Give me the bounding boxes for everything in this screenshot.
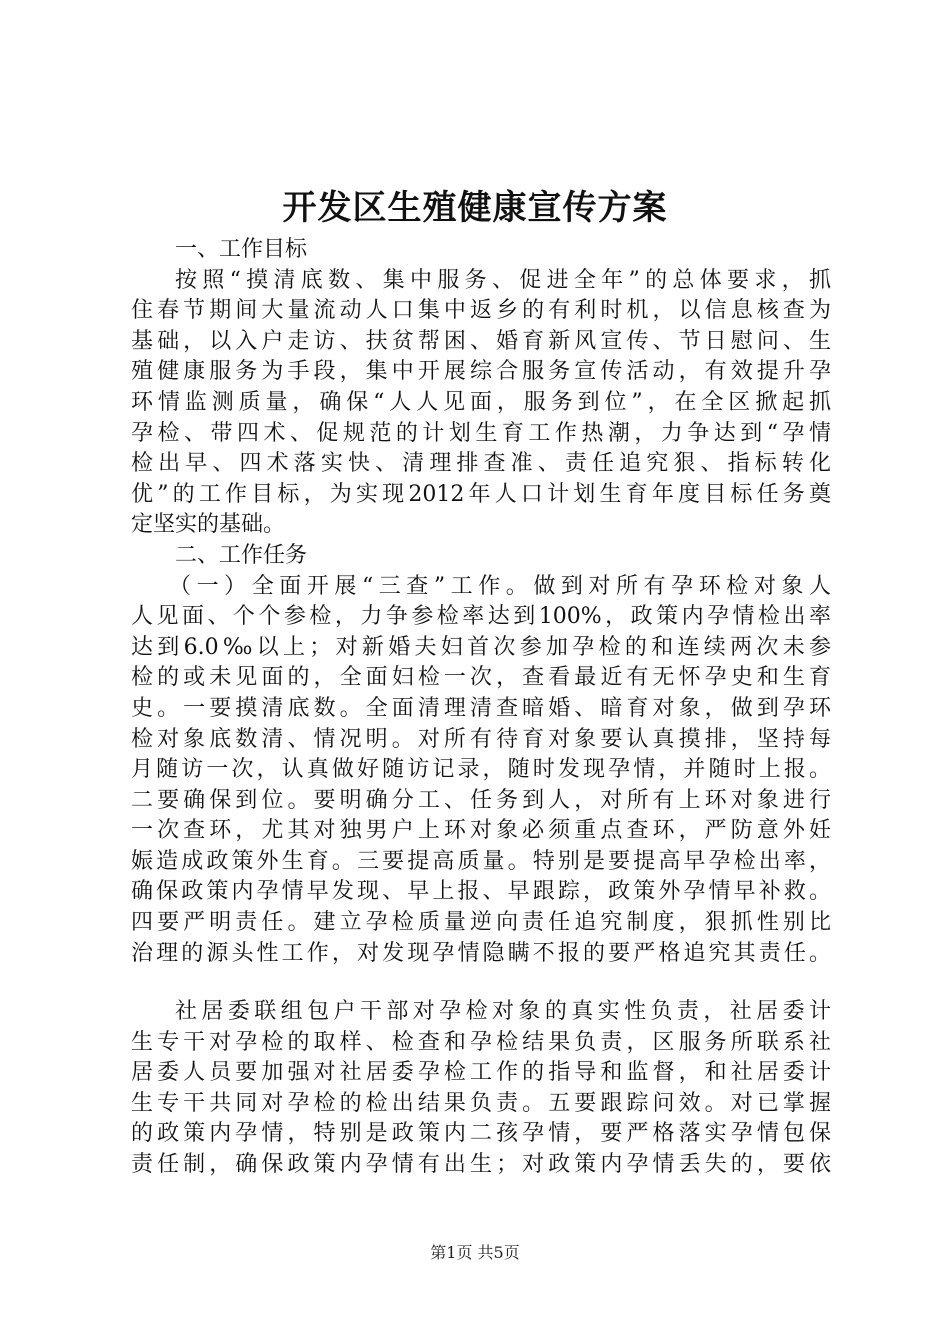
section-heading-goals: 一、工作目标 bbox=[175, 237, 308, 262]
paragraph-line: 生专干共同对孕检的检出结果负责。五要跟踪问效。对已掌握 bbox=[131, 1090, 831, 1116]
paragraph-line: 检出早、四术落实快、清理排查准、责任追究狠、指标转化 bbox=[131, 451, 831, 477]
paragraph-line: 基础，以入户走访、扶贫帮困、婚育新风宣传、节日慰问、生 bbox=[131, 328, 831, 354]
paragraph-line: 的政策内孕情，特别是政策内二孩孕情，要严格落实孕情包保 bbox=[131, 1121, 831, 1147]
paragraph-line: 环情监测质量，确保“人人见面，服务到位”，在全区掀起抓 bbox=[131, 389, 831, 415]
paragraph-line: 四要严明责任。建立孕检质量逆向责任追究制度，狠抓性别比 bbox=[131, 910, 831, 936]
page-number-footer: 第1页 共5页 bbox=[430, 1243, 520, 1262]
paragraph-line: 达到6.0‰以上；对新婚夫妇首次参加孕检的和连续两次未参 bbox=[131, 634, 831, 660]
paragraph-line: 定坚实的基础。 bbox=[131, 512, 286, 538]
paragraph-line: 孕检、带四术、促规范的计划生育工作热潮，力争达到“孕情 bbox=[131, 420, 831, 446]
document-body bbox=[131, 235, 831, 969]
document-body-continued bbox=[131, 997, 831, 1181]
paragraph-line: 居委人员要加强对社居委孕检工作的指导和监督，和社居委计 bbox=[131, 1060, 831, 1086]
paragraph-line: 按照“摸清底数、集中服务、促进全年”的总体要求，抓 bbox=[175, 267, 831, 293]
paragraph-line: 一次查环，尤其对独男户上环对象必须重点查环，严防意外妊 bbox=[131, 818, 831, 844]
paragraph-line: 殖健康服务为手段，集中开展综合服务宣传活动，有效提升孕 bbox=[131, 359, 831, 385]
paragraph-line: 检对象底数清、情况明。对所有待育对象要认真摸排，坚持每 bbox=[131, 726, 831, 752]
page-title: 开发区生殖健康宣传方案 bbox=[282, 188, 668, 228]
paragraph-line: 月随访一次，认真做好随访记录，随时发现孕情，并随时上报。 bbox=[131, 757, 831, 783]
paragraph-line: 检的或未见面的，全面妇检一次，查看最近有无怀孕史和生育 bbox=[131, 665, 831, 691]
paragraph-line: 人见面、个个参检，力争参检率达到100%，政策内孕情检出率 bbox=[131, 604, 831, 630]
paragraph-line: 社居委联组包户干部对孕检对象的真实性负责，社居委计 bbox=[175, 999, 831, 1024]
paragraph-line: 娠造成政策外生育。三要提高质量。特别是要提高早孕检出率， bbox=[131, 848, 831, 874]
paragraph-line: 治理的源头性工作，对发现孕情隐瞒不报的要严格追究其责任。 bbox=[131, 940, 831, 966]
paragraph-line: 优”的工作目标，为实现2012年人口计划生育年度目标任务奠 bbox=[131, 481, 831, 507]
paragraph-line: 确保政策内孕情早发现、早上报、早跟踪，政策外孕情早补救。 bbox=[131, 879, 831, 905]
section-heading-tasks: 二、工作任务 bbox=[175, 542, 308, 568]
paragraph-line: 生专干对孕检的取样、检查和孕检结果负责，区服务所联系社 bbox=[131, 1029, 831, 1055]
paragraph-line: 二要确保到位。要明确分工、任务到人，对所有上环对象进行 bbox=[131, 787, 831, 813]
paragraph-line: 史。一要摸清底数。全面清理清查暗婚、暗育对象，做到孕环 bbox=[131, 695, 831, 721]
paragraph-line: 住春节期间大量流动人口集中返乡的有利时机，以信息核查为 bbox=[131, 298, 831, 324]
paragraph-line: （一）全面开展“三查”工作。做到对所有孕环检对象人 bbox=[169, 573, 831, 599]
paragraph-line: 责任制，确保政策内孕情有出生；对政策内孕情丢失的，要依 bbox=[131, 1151, 831, 1177]
